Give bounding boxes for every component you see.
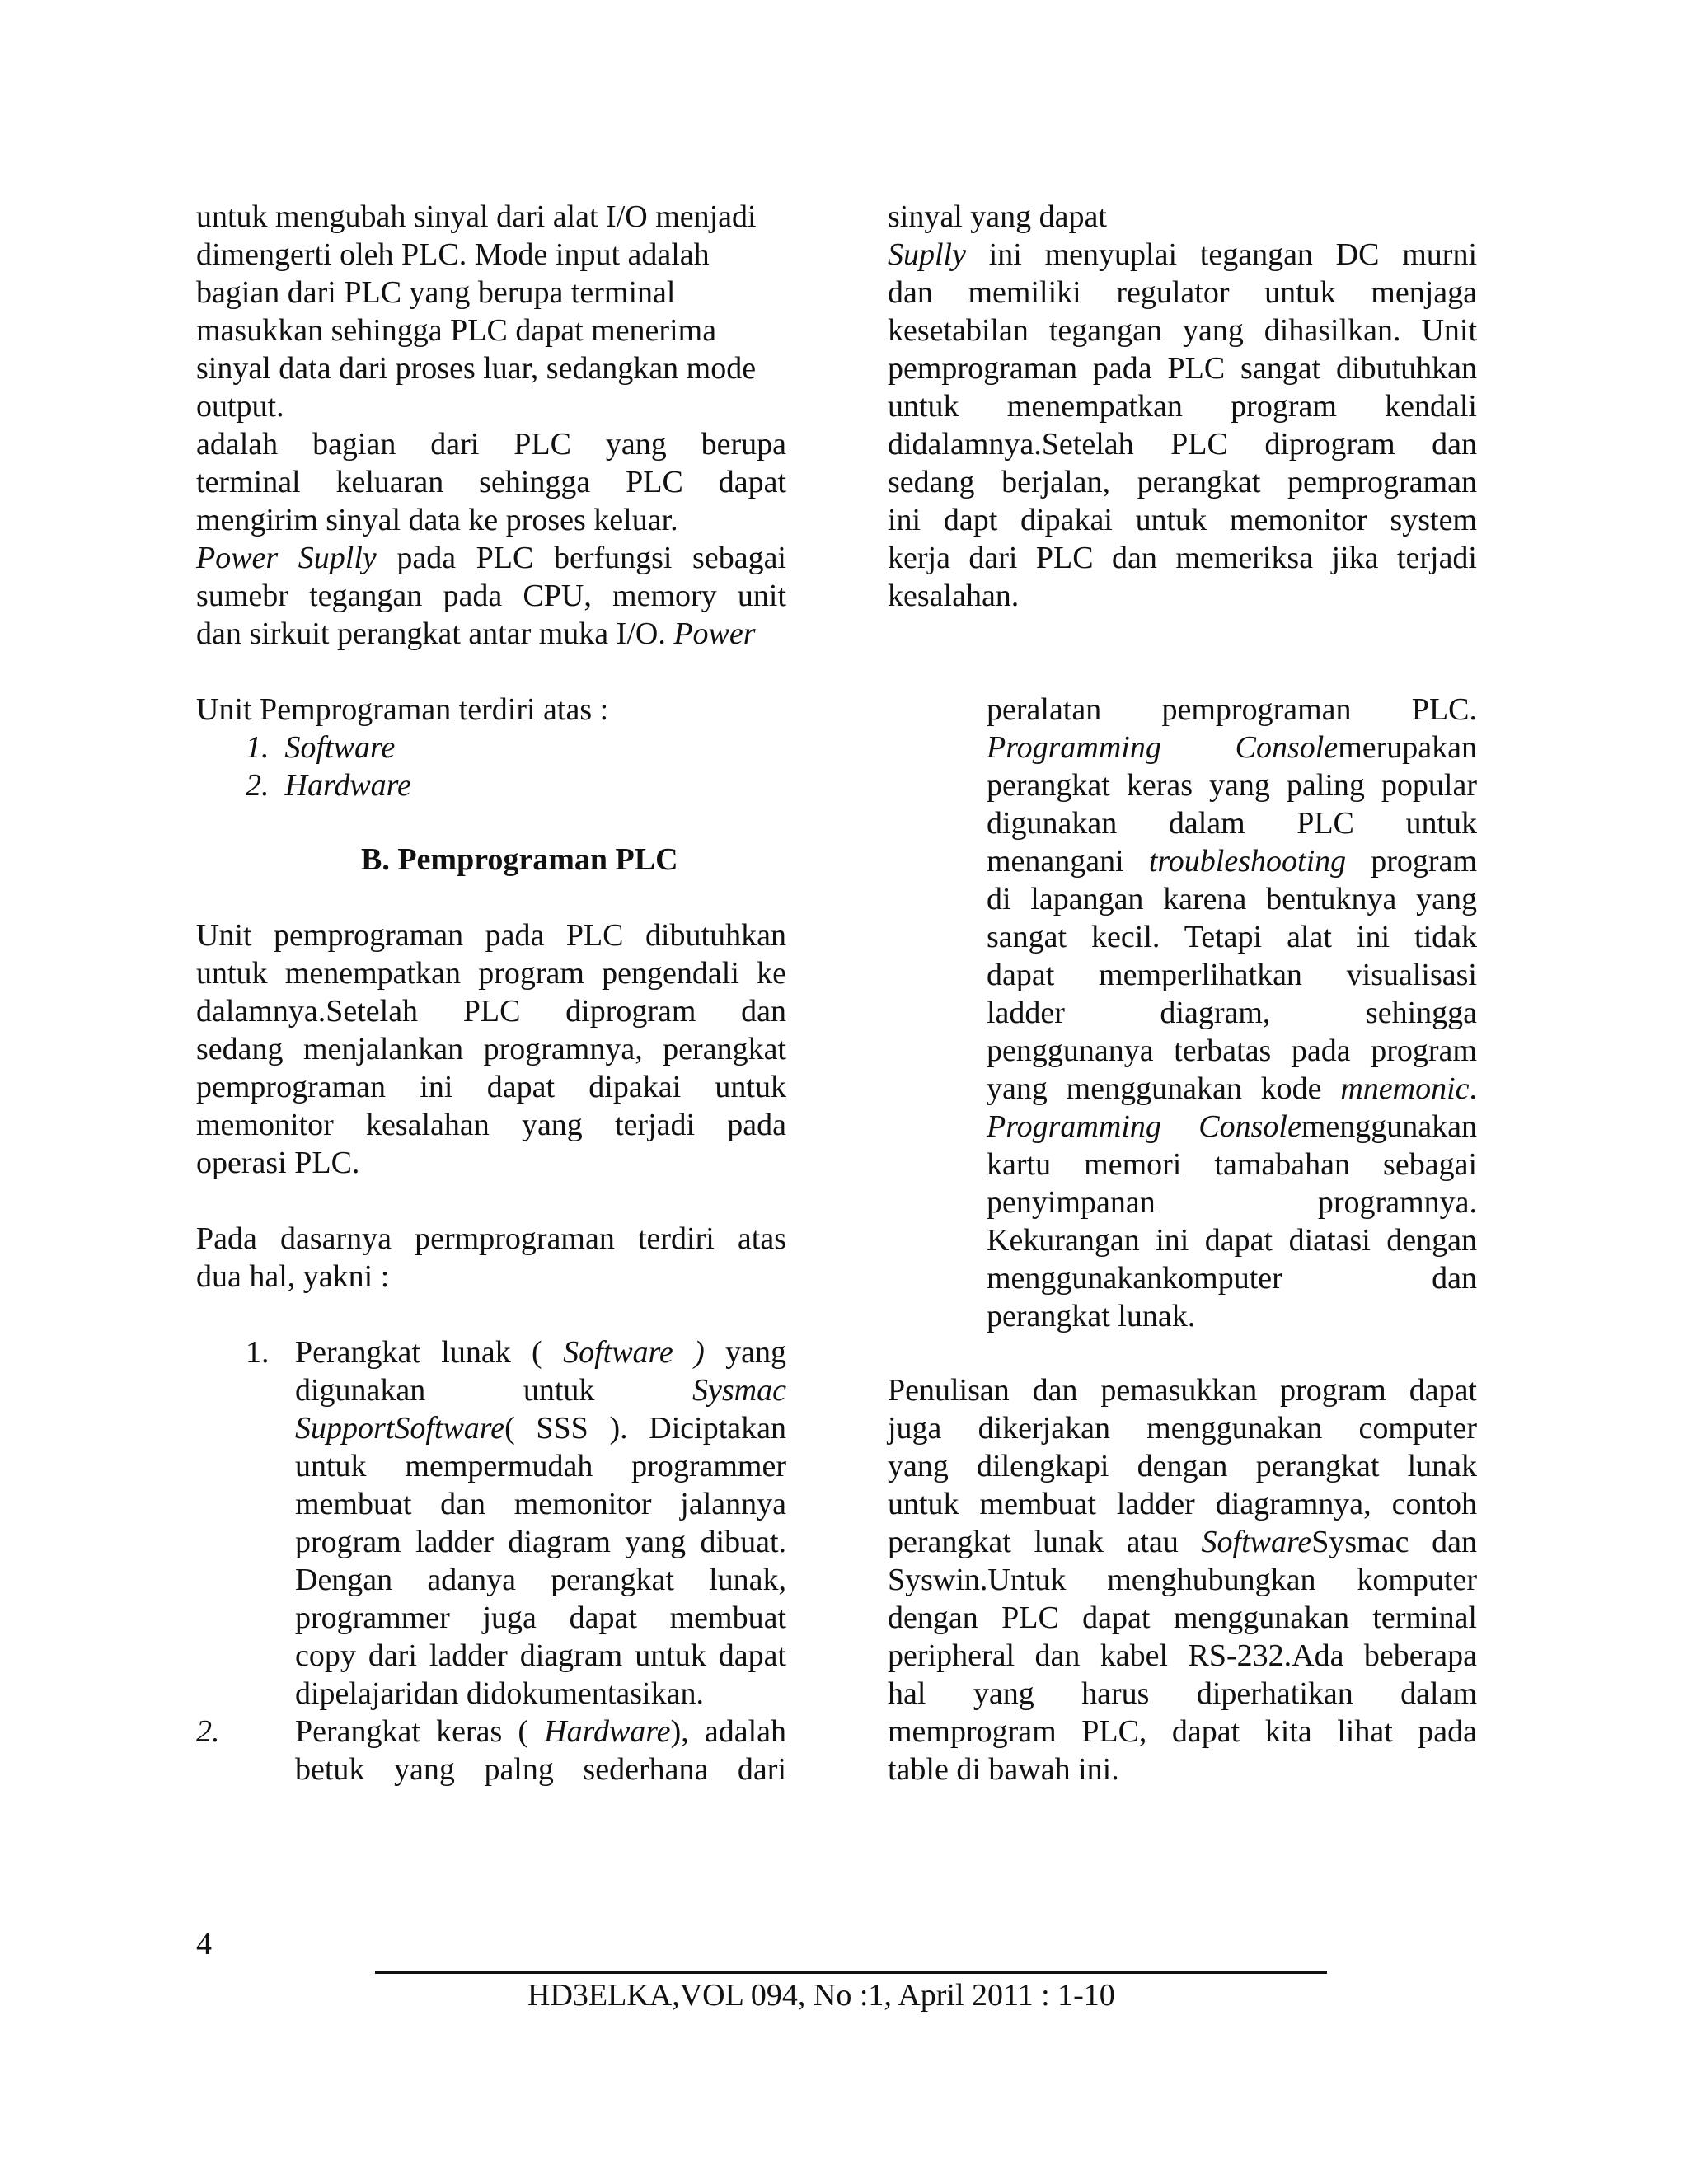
- paragraph-unit-pemprograman: Unit pemprograman pada PLC dibutuhkan untuk menempatkan program pengendali ke dalamnya.Setelah PLC diprogram dan sedang menjalankan programnya, perangkat pemprograman ini dapat dipakai untuk memonitor kesalahan yang terjadi pada operasi PLC.: [196, 918, 786, 1180]
- text-line: adalah bagian dari PLC yang berupa: [196, 427, 786, 462]
- text-line: Suplly ini menyuplai tegangan DC murni: [888, 237, 1477, 272]
- text-line: pemprograman pada PLC sangat dibutuhkan: [888, 351, 1477, 386]
- text-line: kesetabilan tegangan yang dihasilkan. Unit: [888, 313, 1477, 348]
- italic-term: Hardware: [544, 1714, 671, 1749]
- italic-term: Software ): [563, 1335, 705, 1370]
- text-line: mengirim sinyal data ke proses keluar.: [196, 503, 678, 537]
- list-number: 2.: [196, 1714, 220, 1749]
- units-list: [246, 729, 575, 804]
- italic-term: Power Suplly: [196, 541, 377, 575]
- list-item-hardware: 2. Perangkat keras ( Hardware), adalah betuk yang palng sederhana dari: [196, 1714, 786, 1787]
- italic-term: Sysmac: [692, 1373, 786, 1408]
- text-line: dan sirkuit perangkat antar muka I/O. Power: [196, 616, 756, 651]
- text-line: terminal keluaran sehingga PLC dapat: [196, 465, 786, 499]
- text-line: kesalahan.: [888, 579, 1020, 613]
- hardware-continuation: peralatan pemprograman PLC. Programming Consolemerupakan perangkat keras yang paling popular digunakan dalam PLC untuk menangani troubleshooting program di lapangan karena bentuknya yang sangat kecil. Tetapi alat ini tidak dapat memperlihatkan visualisasi ladder diagram, sehingga penggunanya terbatas pada program yang menggunakan kode mnemonic. Programming Consolemenggunakan kartu memori tamabahan sebagai penyimpanan programnya. Kekurangan ini dapat diatasi dengan menggunakankomputer dan perangkat lunak.: [987, 692, 1477, 1333]
- list-item: 2. Hardware: [246, 768, 411, 803]
- journal-footer: HD3ELKA,VOL 094, No :1, April 2011 : 1-10: [528, 1978, 1115, 2013]
- paragraph-penulisan: Penulisan dan pemasukkan program dapat juga dikerjakan menggunakan computer yang dilengkapi dengan perangkat lunak untuk membuat ladder diagramnya, contoh perangkat lunak atau SoftwareSysmac dan Syswin.Untuk menghubungkan komputer dengan PLC dapat menggunakan terminal peripheral dan kabel RS-232.Ada beberapa hal yang harus diperhatikan dalam memprogram PLC, dapat kita lihat pada table di bawah ini.: [888, 1373, 1477, 1787]
- list-item-software: 1. Perangkat lunak ( Software ) yang digunakan untuk Sysmac SupportSoftware( SSS ). Diciptakan untuk mempermudah programmer membuat dan memonitor jalannya program ladder diagram yang dibuat. Dengan adanya perangkat lunak, programmer juga dapat membuat copy dari ladder diagram untuk dapat dipelajaridan didokumentasikan.: [246, 1335, 787, 1711]
- text-line: didalamnya.Setelah PLC diprogram dan: [888, 427, 1477, 462]
- text-line: sinyal data dari proses luar, sedangkan mode: [196, 351, 757, 386]
- section-heading: B. Pemprograman PLC: [361, 842, 678, 877]
- text-line: untuk mengubah sinyal dari alat I/O menjadi: [196, 199, 757, 234]
- text-line: ini dapt dipakai untuk memonitor system: [888, 503, 1477, 537]
- text-line: untuk menempatkan program kendali: [888, 389, 1477, 424]
- page-number: 4: [196, 1927, 212, 1961]
- italic-term: Suplly: [888, 237, 966, 272]
- text-line: Power Suplly pada PLC berfungsi sebagai: [196, 541, 786, 575]
- units-intro: Unit Pemprograman terdiri atas :: [196, 692, 609, 727]
- footer-rule: [375, 1971, 1327, 1974]
- paragraph-dasar: Pada dasarnya permprograman terdiri atas dua hal, yakni :: [196, 1221, 786, 1294]
- italic-term: troubleshooting: [1148, 844, 1347, 879]
- list-item: 1. Software: [246, 730, 396, 765]
- text-line: kerja dari PLC dan memeriksa jika terjadi: [888, 541, 1477, 575]
- italic-term: mnemonic: [1340, 1071, 1470, 1106]
- text-line: output.: [196, 389, 284, 424]
- text-line: dimengerti oleh PLC. Mode input adalah: [196, 237, 710, 272]
- italic-term: Power: [673, 616, 756, 651]
- top-right-column: [888, 198, 1477, 615]
- text-line: sumebr tegangan pada CPU, memory unit: [196, 579, 786, 613]
- text-line: sedang berjalan, perangkat pemprograman: [888, 465, 1477, 499]
- italic-term: Programming Console: [987, 730, 1339, 765]
- italic-term: Software: [1201, 1525, 1312, 1559]
- text-line: masukkan sehingga PLC dapat menerima: [196, 313, 717, 348]
- italic-term: SupportSoftware: [295, 1411, 505, 1446]
- text-line: bagian dari PLC yang berupa terminal: [196, 275, 676, 310]
- text-line: sinyal yang dapat: [888, 199, 1107, 234]
- text-line: dan memiliki regulator untuk menjaga: [888, 275, 1477, 310]
- top-left-column: [196, 198, 786, 653]
- italic-term: Programming Console: [987, 1109, 1301, 1144]
- list-number: 1.: [246, 1335, 270, 1370]
